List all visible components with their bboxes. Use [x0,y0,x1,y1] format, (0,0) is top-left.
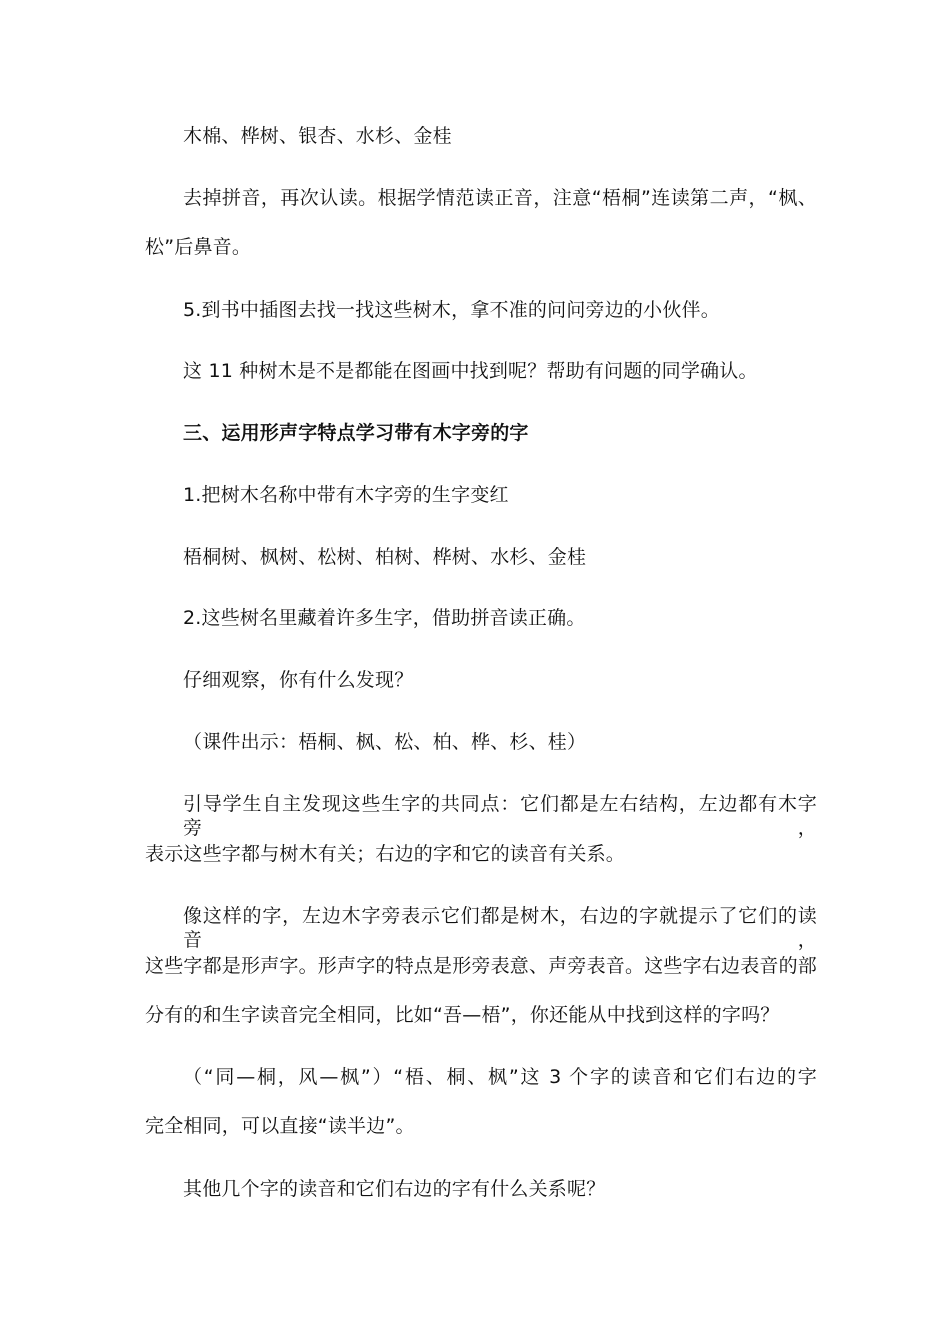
paragraph-line: 表示这些字都与树木有关；右边的字和它的读音有关系。 [145,843,626,865]
paragraph-line: 完全相同，可以直接“读半边”。 [145,1115,415,1137]
paragraph-line: 这些字都是形声字。形声字的特点是形旁表意、声旁表音。这些字右边表音的部 [145,955,818,977]
section-heading: 三、运用形声字特点学习带有木字旁的字 [183,422,529,444]
paragraph-line: 这 11 种树木是不是都能在图画中找到呢？帮助有问题的同学确认。 [183,360,758,382]
paragraph-line: 其他几个字的读音和它们右边的字有什么关系呢？ [183,1178,606,1200]
step-1-line: 1.把树木名称中带有木字旁的生字变红 [183,484,509,506]
paragraph-line: 去掉拼音，再次认读。根据学情范读正音，注意“梧桐”连读第二声，“枫、 [183,187,817,209]
step-2-line: 2.这些树名里藏着许多生字，借助拼音读正确。 [183,607,586,629]
step-5-line: 5.到书中插图去找一找这些树木，拿不准的问问旁边的小伙伴。 [183,299,720,321]
paragraph-line: 仔细观察，你有什么发现？ [183,669,414,691]
tree-list-line: 木棉、桦树、银杏、水杉、金桂 [183,125,452,147]
paragraph-line: 像这样的字，左边木字旁表示它们都是树木，右边的字就提示了它们的读音， [183,905,817,951]
tree-list-line: 梧桐树、枫树、松树、柏树、桦树、水杉、金桂 [183,546,587,568]
paragraph-line: （“同—桐，风—枫”）“梧、桐、枫”这 3 个字的读音和它们右边的字 [183,1066,817,1088]
paragraph-line: 分有的和生字读音完全相同，比如“吾—梧”，你还能从中找到这样的字吗？ [145,1004,780,1026]
paragraph-line: 引导学生自主发现这些生字的共同点：它们都是左右结构，左边都有木字旁， [183,793,817,839]
courseware-line: （课件出示：梧桐、枫、松、柏、桦、杉、桂） [183,731,587,753]
paragraph-line: 松”后鼻音。 [145,236,252,258]
